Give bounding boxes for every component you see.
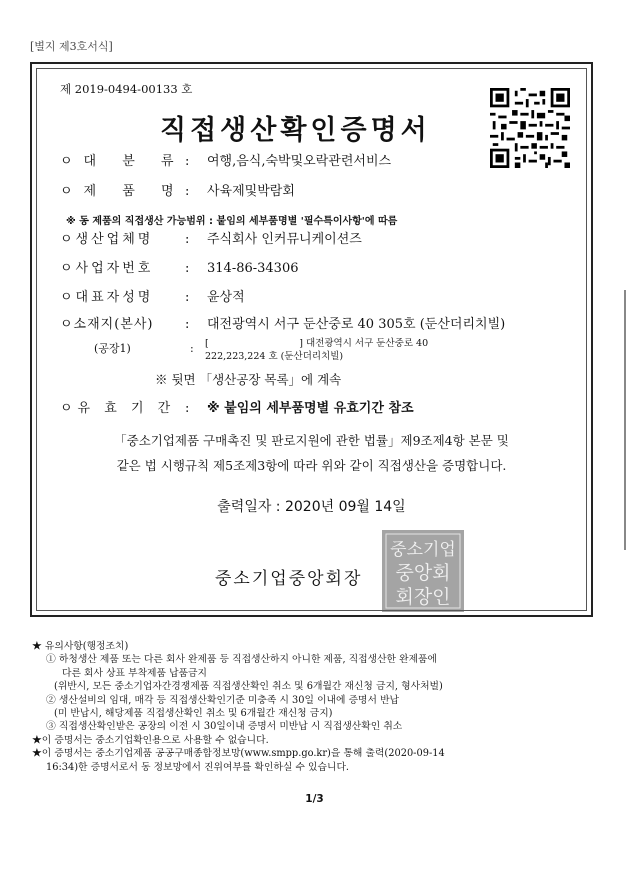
seal-text: 중앙회 — [395, 562, 451, 584]
field-company-name: ㅇ생산업체명 : 주식회사 인커뮤니케이션즈 — [60, 228, 362, 247]
note-line: 16:34)한 증명서로서 동 정보망에서 진위여부를 확인하실 수 있습니다. — [46, 761, 350, 773]
field-value: 사육제및박람회 — [207, 184, 295, 199]
factory-address-line: [ ] 대전광역시 서구 둔산중로 40 — [205, 338, 429, 349]
field-value: 314-86-34306 — [207, 261, 299, 276]
field-product-name: ㅇ제 품 명: 사육제및박람회 — [60, 180, 295, 199]
notes-section — [32, 640, 602, 774]
seal-text: 중소기업 — [390, 540, 456, 560]
field-label: ㅇ소재지(본사) — [60, 317, 154, 332]
field-value: 여행,음식,숙박및오락관련서비스 — [207, 154, 392, 169]
qr-code-icon — [490, 88, 570, 168]
note-line: (미 반납시, 해당제품 직접생산확인 취소 및 6개월간 재신청 금지) — [54, 708, 333, 720]
field-value: 윤상적 — [207, 290, 245, 305]
issue-date: 출력일자 : 2020년 09월 14일 — [217, 499, 406, 515]
field-label: ㅇ대 분 류 — [60, 154, 185, 169]
note-line: (위반시, 모든 중소기업자간경쟁제품 직접생산확인 취소 및 6개월간 재신청 금지, 형사처벌) — [54, 681, 443, 693]
note-line: ★이 증명서는 중소기업확인용으로 사용할 수 없습니다. — [32, 734, 269, 746]
scope-note: ※ 동 제품의 직접생산 가능범위 : 붙임의 세부품명별 '필수특이사항'에 따름 — [66, 216, 398, 227]
field-value: 대전광역시 서구 둔산중로 40 305호 (둔산더리치빌) — [207, 317, 506, 332]
field-label: ㅇ제 품 명 — [60, 184, 185, 199]
form-label: [별지 제3호서식] — [30, 40, 113, 53]
note-line: 다른 회사 상표 부착제품 납품금지 — [62, 667, 207, 679]
issuing-organization: 중소기업중앙회장 — [215, 569, 363, 589]
field-label: ㅇ유 효 기 간 — [60, 401, 176, 416]
statement-line: 「중소기업제품 구매촉진 및 판로지원에 관한 법률」제9조제4항 본문 및 — [114, 433, 509, 448]
statement-line: 같은 법 시행규칙 제5조제3항에 따라 위와 같이 직접생산을 증명합니다. — [116, 458, 507, 473]
note-line: ③ 직접생산확인받은 공장의 이전 시 30일이내 증명서 미반납 시 직접생산확인 취소 — [46, 721, 403, 733]
note-line: ★ 유의사항(행정조치) — [32, 641, 129, 652]
field-head-office-address: ㅇ소재지(본사) : 대전광역시 서구 둔산중로 40 305호 (둔산더리치빌) — [60, 313, 505, 332]
field-category: ㅇ대 분 류: 여행,음식,숙박및오락관련서비스 — [60, 150, 391, 169]
seal-text: 회장인 — [395, 586, 451, 608]
field-value: 주식회사 인커뮤니케이션즈 — [207, 232, 362, 247]
page-title: 직접생산확인증명서 — [160, 115, 431, 146]
field-label: ㅇ대표자성명 — [60, 290, 154, 305]
note-line: ★이 증명서는 중소기업제품 공공구매종합정보망(www.smpp.go.kr)을 통해 출력(2020-09-14 — [32, 748, 445, 760]
field-validity: ㅇ유 효 기 간 : ※ 붙임의 세부품명별 유효기간 참조 — [60, 397, 414, 416]
factory-label: (공장1) — [94, 342, 131, 355]
field-business-number: ㅇ사업자번호 : 314-86-34306 — [60, 257, 299, 276]
page-number: 1/3 — [305, 793, 324, 805]
certificate-number: 제 2019-0494-00133 호 — [60, 82, 193, 96]
continued-note: ※ 뒷면 「생산공장 목록」에 계속 — [155, 372, 342, 387]
note-line: ② 생산설비의 임대, 매각 등 직접생산확인기준 미충족 시 30일 이내에 증명서 반납 — [46, 694, 400, 706]
field-label: ㅇ생산업체명 — [60, 232, 154, 247]
factory-address — [205, 337, 428, 363]
edge-line — [624, 290, 626, 550]
note-line: ① 하청생산 제품 또는 다른 회사 완제품 등 직접생산하지 아니한 제품, 직접생산한 완제품에 — [46, 654, 437, 666]
field-value: ※ 붙임의 세부품명별 유효기간 참조 — [207, 401, 414, 416]
field-label: ㅇ사업자번호 — [60, 261, 154, 276]
official-seal-icon — [380, 528, 466, 614]
field-representative: ㅇ대표자성명 : 윤상적 — [60, 286, 245, 305]
factory-address-line: 222,223,224 호 (둔산더리치빌) — [205, 351, 344, 362]
